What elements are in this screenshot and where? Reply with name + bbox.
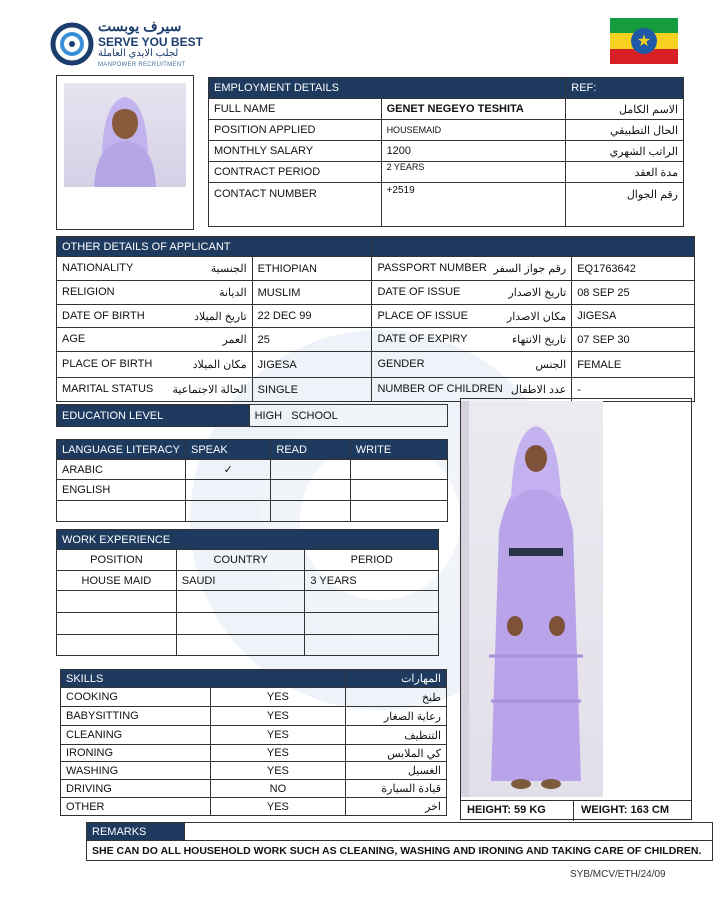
work-period-empty: [305, 613, 439, 635]
read-header: READ: [271, 440, 350, 460]
age-label: AGE: [62, 333, 86, 345]
value-full-name: GENET NEGEYO TESHITA: [381, 99, 566, 120]
applicant-full-photo-frame: [460, 398, 692, 820]
skill-babysitting: BABYSITTING: [61, 707, 211, 726]
religion-value: MUSLIM: [252, 281, 372, 305]
work-period-empty: [305, 591, 439, 613]
skill-cleaning: CLEANING: [61, 726, 211, 745]
remarks-table: [86, 822, 713, 861]
brand-subtitle: MANPOWER RECRUITMENT: [98, 62, 186, 68]
skill-washing-ar: الغسيل: [346, 762, 447, 780]
applicant-portrait-frame: [56, 75, 194, 230]
company-logo: [50, 18, 210, 72]
work-position: HOUSE MAID: [57, 571, 177, 591]
place-of-issue-label: PLACE OF ISSUE: [377, 309, 468, 322]
education-table: [56, 404, 448, 427]
skill-cooking: COOKING: [61, 688, 211, 707]
work-country: SAUDI: [176, 571, 305, 591]
language-table: [56, 439, 448, 522]
other-details-header-right: [372, 237, 695, 257]
dob-ar: تاريخ الميلاد: [194, 310, 247, 323]
marital-value: SINGLE: [252, 378, 372, 402]
passport-label: PASSPORT NUMBER: [377, 262, 487, 274]
brand-arabic-tagline: لجلب الايدي العاملة: [98, 48, 179, 59]
nationality-ar: الجنسية: [210, 263, 247, 275]
work-period-empty: [305, 635, 439, 656]
religion-ar: الديانة: [219, 287, 247, 299]
issue-date-value: 08 SEP 25: [572, 281, 695, 305]
brand-arabic-name: سيرف يوبست: [98, 18, 182, 34]
star-emblem-icon: ★: [631, 28, 657, 54]
english-read: [271, 480, 350, 501]
skill-driving-ar: قيادة السيارة: [346, 780, 447, 798]
language-header: LANGUAGE LITERACY: [57, 440, 186, 460]
religion-label-cell: [57, 281, 253, 305]
ar-full-name: الاسم الكامل: [566, 99, 684, 120]
language-arabic: ARABIC: [57, 460, 186, 480]
work-experience-table: [56, 529, 439, 656]
skill-other: OTHER: [61, 798, 211, 816]
skill-cooking-value: YES: [210, 688, 345, 707]
pob-value: JIGESA: [252, 352, 372, 378]
reference-code: SYB/MCV/ETH/24/09: [570, 869, 666, 880]
work-position-empty: [57, 613, 177, 635]
dob-label-cell: [57, 305, 253, 328]
place-of-issue-ar: مكان الاصدار: [506, 310, 567, 323]
ar-contract-period: مدة العقد: [566, 162, 684, 183]
gender-ar: الجنس: [535, 359, 567, 371]
education-value: HIGH SCHOOL: [249, 405, 447, 427]
work-period: 3 YEARS: [305, 571, 439, 591]
work-country-empty: [176, 635, 305, 656]
pob-label: PLACE OF BIRTH: [62, 358, 153, 370]
empty-read: [271, 501, 350, 522]
issue-date-label: DATE OF ISSUE: [377, 286, 461, 298]
ref-label: REF:: [566, 78, 684, 99]
ar-contact-number: رقم الجوال: [566, 183, 684, 227]
skill-cleaning-ar: التنظيف: [346, 726, 447, 745]
height-label: HEIGHT: 59 KG: [467, 804, 546, 816]
age-ar: العمر: [222, 334, 247, 346]
children-ar: عدد الاطفال: [510, 384, 567, 396]
nationality-label: NATIONALITY: [62, 262, 134, 274]
children-label: NUMBER OF CHILDREN: [377, 383, 503, 395]
language-english: ENGLISH: [57, 480, 186, 501]
nationality-value: ETHIOPIAN: [252, 257, 372, 281]
gender-label: GENDER: [377, 358, 425, 370]
expiry-value: 07 SEP 30: [572, 328, 695, 352]
applicant-portrait: [64, 83, 186, 187]
col-position: POSITION: [57, 550, 177, 571]
label-position-applied: POSITION APPLIED: [209, 120, 382, 141]
work-country-empty: [176, 591, 305, 613]
value-contact-number: +2519: [381, 183, 566, 227]
skill-ironing: IRONING: [61, 745, 211, 762]
dob-label: DATE OF BIRTH: [62, 309, 145, 322]
label-monthly-salary: MONTHLY SALARY: [209, 141, 382, 162]
col-country: COUNTRY: [176, 550, 305, 571]
english-speak: [185, 480, 270, 501]
passport-label-cell: [372, 257, 572, 281]
employment-details-table: [208, 77, 684, 227]
skills-header-ar: المهارات: [346, 670, 447, 688]
gender-label-cell: [372, 352, 572, 378]
pob-ar: مكان الميلاد: [192, 359, 247, 371]
education-label: EDUCATION LEVEL: [57, 405, 250, 427]
place-of-issue-value: JIGESA: [572, 305, 695, 328]
arabic-read: [271, 460, 350, 480]
religion-label: RELIGION: [62, 286, 115, 298]
skill-other-value: YES: [210, 798, 345, 816]
skill-driving-value: NO: [210, 780, 345, 798]
value-contract-period: 2 YEARS: [381, 162, 566, 183]
weight-label: WEIGHT: 163 CM: [581, 804, 670, 816]
ar-position-applied: الحال التطبيقي: [566, 120, 684, 141]
work-experience-header: WORK EXPERIENCE: [57, 530, 439, 550]
skill-driving: DRIVING: [61, 780, 211, 798]
skills-table: [60, 669, 447, 816]
children-value: -: [572, 378, 695, 402]
arabic-write: [350, 460, 447, 480]
work-position-empty: [57, 635, 177, 656]
brand-english-name: SERVE YOU BEST: [98, 35, 203, 49]
other-details-header: OTHER DETAILS OF APPLICANT: [57, 237, 372, 257]
other-details-table: [56, 236, 695, 402]
ar-monthly-salary: الراتب الشهري: [566, 141, 684, 162]
gender-value: FEMALE: [572, 352, 695, 378]
remarks-label: REMARKS: [87, 823, 185, 841]
applicant-full-photo: [469, 401, 603, 797]
arabic-speak-check-icon: ✓: [185, 460, 270, 480]
remarks-header-blank: [184, 823, 712, 841]
skill-cleaning-value: YES: [210, 726, 345, 745]
expiry-label: DATE OF EXPIRY: [377, 333, 468, 345]
marital-label: MARITAL STATUS: [62, 383, 154, 395]
measurements-row: [461, 800, 691, 820]
remarks-text: SHE CAN DO ALL HOUSEHOLD WORK SUCH AS CLEANING, WASHING AND IRONING AND TAKING CARE OF CHILDREN.: [87, 841, 713, 861]
language-empty: [57, 501, 186, 522]
skill-other-ar: اخر: [346, 798, 447, 816]
logo-mark-icon: [50, 20, 94, 68]
skill-washing-value: YES: [210, 762, 345, 780]
age-label-cell: [57, 328, 253, 352]
place-of-issue-label-cell: [372, 305, 572, 328]
age-value: 25: [252, 328, 372, 352]
issue-date-label-cell: [372, 281, 572, 305]
expiry-ar: تاريخ الانتهاء: [511, 334, 567, 346]
passport-value: EQ1763642: [572, 257, 695, 281]
nationality-label-cell: [57, 257, 253, 281]
label-contract-period: CONTRACT PERIOD: [209, 162, 382, 183]
issue-date-ar: تاريخ الاصدار: [508, 287, 567, 299]
value-monthly-salary: 1200: [381, 141, 566, 162]
work-position-empty: [57, 591, 177, 613]
employment-details-header: EMPLOYMENT DETAILS: [209, 78, 566, 99]
label-full-name: FULL NAME: [209, 99, 382, 120]
speak-header: SPEAK: [185, 440, 270, 460]
work-country-empty: [176, 613, 305, 635]
col-period: PERIOD: [305, 550, 439, 571]
skill-cooking-ar: طبخ: [346, 688, 447, 707]
skill-washing: WASHING: [61, 762, 211, 780]
passport-ar: رقم جواز السفر: [493, 263, 567, 275]
value-position-applied: HOUSEMAID: [381, 120, 566, 141]
skill-babysitting-ar: رعاية الصغار: [346, 707, 447, 726]
dob-value: 22 DEC 99: [252, 305, 372, 328]
write-header: WRITE: [350, 440, 447, 460]
skill-babysitting-value: YES: [210, 707, 345, 726]
marital-ar: الحالة الاجتماعية: [172, 384, 247, 396]
marital-label-cell: [57, 378, 253, 402]
pob-label-cell: [57, 352, 253, 378]
skill-ironing-value: YES: [210, 745, 345, 762]
empty-write: [350, 501, 447, 522]
skills-header: SKILLS: [61, 670, 346, 688]
label-contact-number: CONTACT NUMBER: [209, 183, 382, 227]
english-write: [350, 480, 447, 501]
expiry-label-cell: [372, 328, 572, 352]
ethiopia-flag: [610, 18, 678, 64]
empty-speak: [185, 501, 270, 522]
skill-ironing-ar: كي الملابس: [346, 745, 447, 762]
